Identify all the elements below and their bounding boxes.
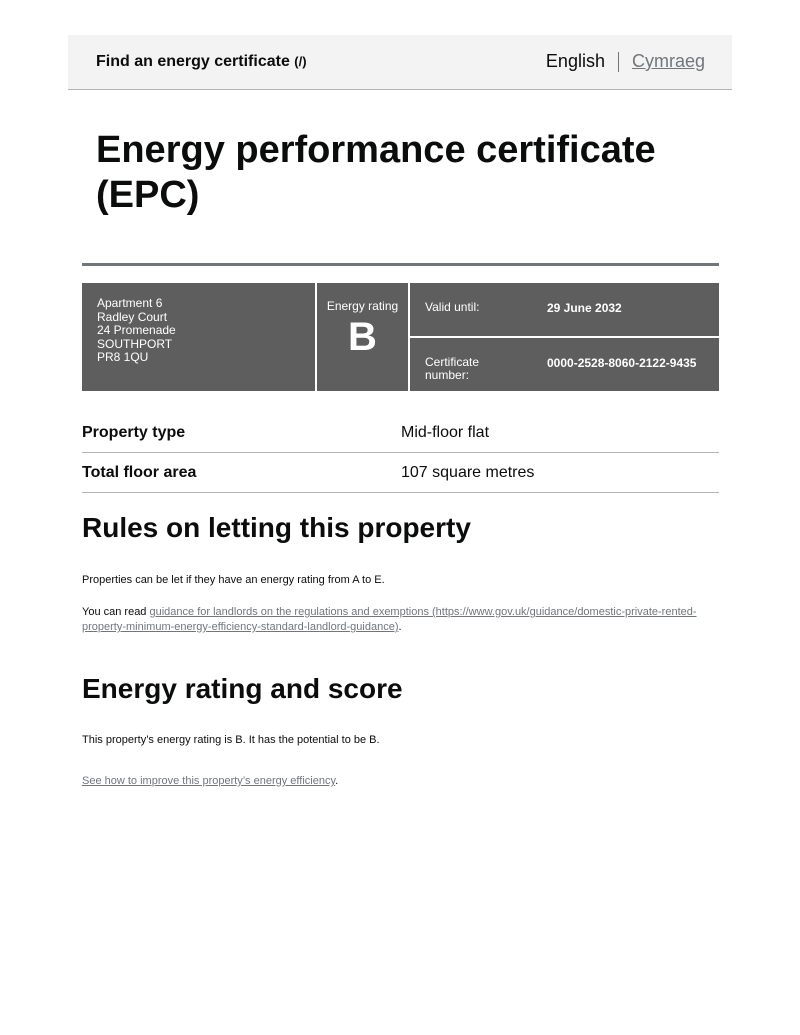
certificate-number-cell	[410, 338, 719, 391]
address-line-4: SOUTHPORT	[97, 336, 173, 351]
summary-value: Mid-floor flat	[401, 424, 490, 441]
valid-until-label: Valid until:	[425, 300, 480, 314]
language-switcher	[546, 51, 705, 72]
letting-rules-text: Properties can be let if they have an energy rating from A to E.	[82, 574, 385, 586]
address-line-1: Apartment 6	[97, 296, 163, 310]
service-name-link[interactable]	[96, 53, 307, 71]
certificate-number-label: Certificate number:	[425, 355, 480, 382]
address-line-3: 24 Promenade	[97, 323, 176, 337]
service-name-suffix: (/)	[294, 54, 307, 69]
energy-rating-letter: B	[348, 315, 377, 359]
address-line-5: PR8 1QU	[97, 350, 149, 364]
lang-divider	[618, 52, 619, 72]
lang-welsh-link[interactable]: Cymraeg	[631, 51, 705, 71]
summary-key: Total floor area	[82, 464, 197, 481]
energy-rating-text: This property’s energy rating is B. It has the potential to be B.	[82, 734, 380, 746]
letting-guidance-text	[82, 605, 702, 635]
property-address	[82, 283, 315, 391]
epc-summary-box	[82, 283, 719, 391]
summary-row	[82, 453, 719, 493]
service-name: Find an energy certificate	[96, 53, 290, 70]
letting-rules-heading: Rules on letting this property	[82, 512, 471, 543]
title-divider	[82, 263, 719, 266]
improve-suffix: .	[335, 775, 339, 787]
valid-until-cell	[410, 283, 719, 336]
energy-rating-label: Energy rating	[326, 299, 399, 313]
guidance-prefix: You can read	[82, 606, 150, 618]
page-title: Energy performance certificate (EPC)	[96, 129, 656, 216]
guidance-suffix: .	[398, 621, 402, 633]
address-line-2: Radley Court	[97, 309, 168, 324]
improve-efficiency-text	[82, 774, 702, 789]
landlord-guidance-link[interactable]: guidance for landlords on the regulations and exemptions (https://www.gov.uk/guidance/domestic-private-rented-property-minimum-energy-efficiency-standard-landlord-guidance)	[82, 606, 697, 633]
improve-efficiency-link[interactable]: See how to improve this property’s energy efficiency	[82, 775, 336, 787]
property-summary-list	[82, 413, 719, 493]
site-header	[68, 35, 732, 90]
lang-english: English	[545, 51, 605, 71]
certificate-number-value: 0000-2528-8060-2122-9435	[547, 356, 697, 370]
summary-key: Property type	[82, 424, 186, 441]
valid-until-value: 29 June 2032	[547, 301, 622, 315]
summary-value: 107 square metres	[401, 464, 535, 481]
energy-rating-cell	[317, 283, 408, 391]
summary-row	[82, 413, 719, 453]
energy-rating-heading: Energy rating and score	[82, 673, 403, 704]
